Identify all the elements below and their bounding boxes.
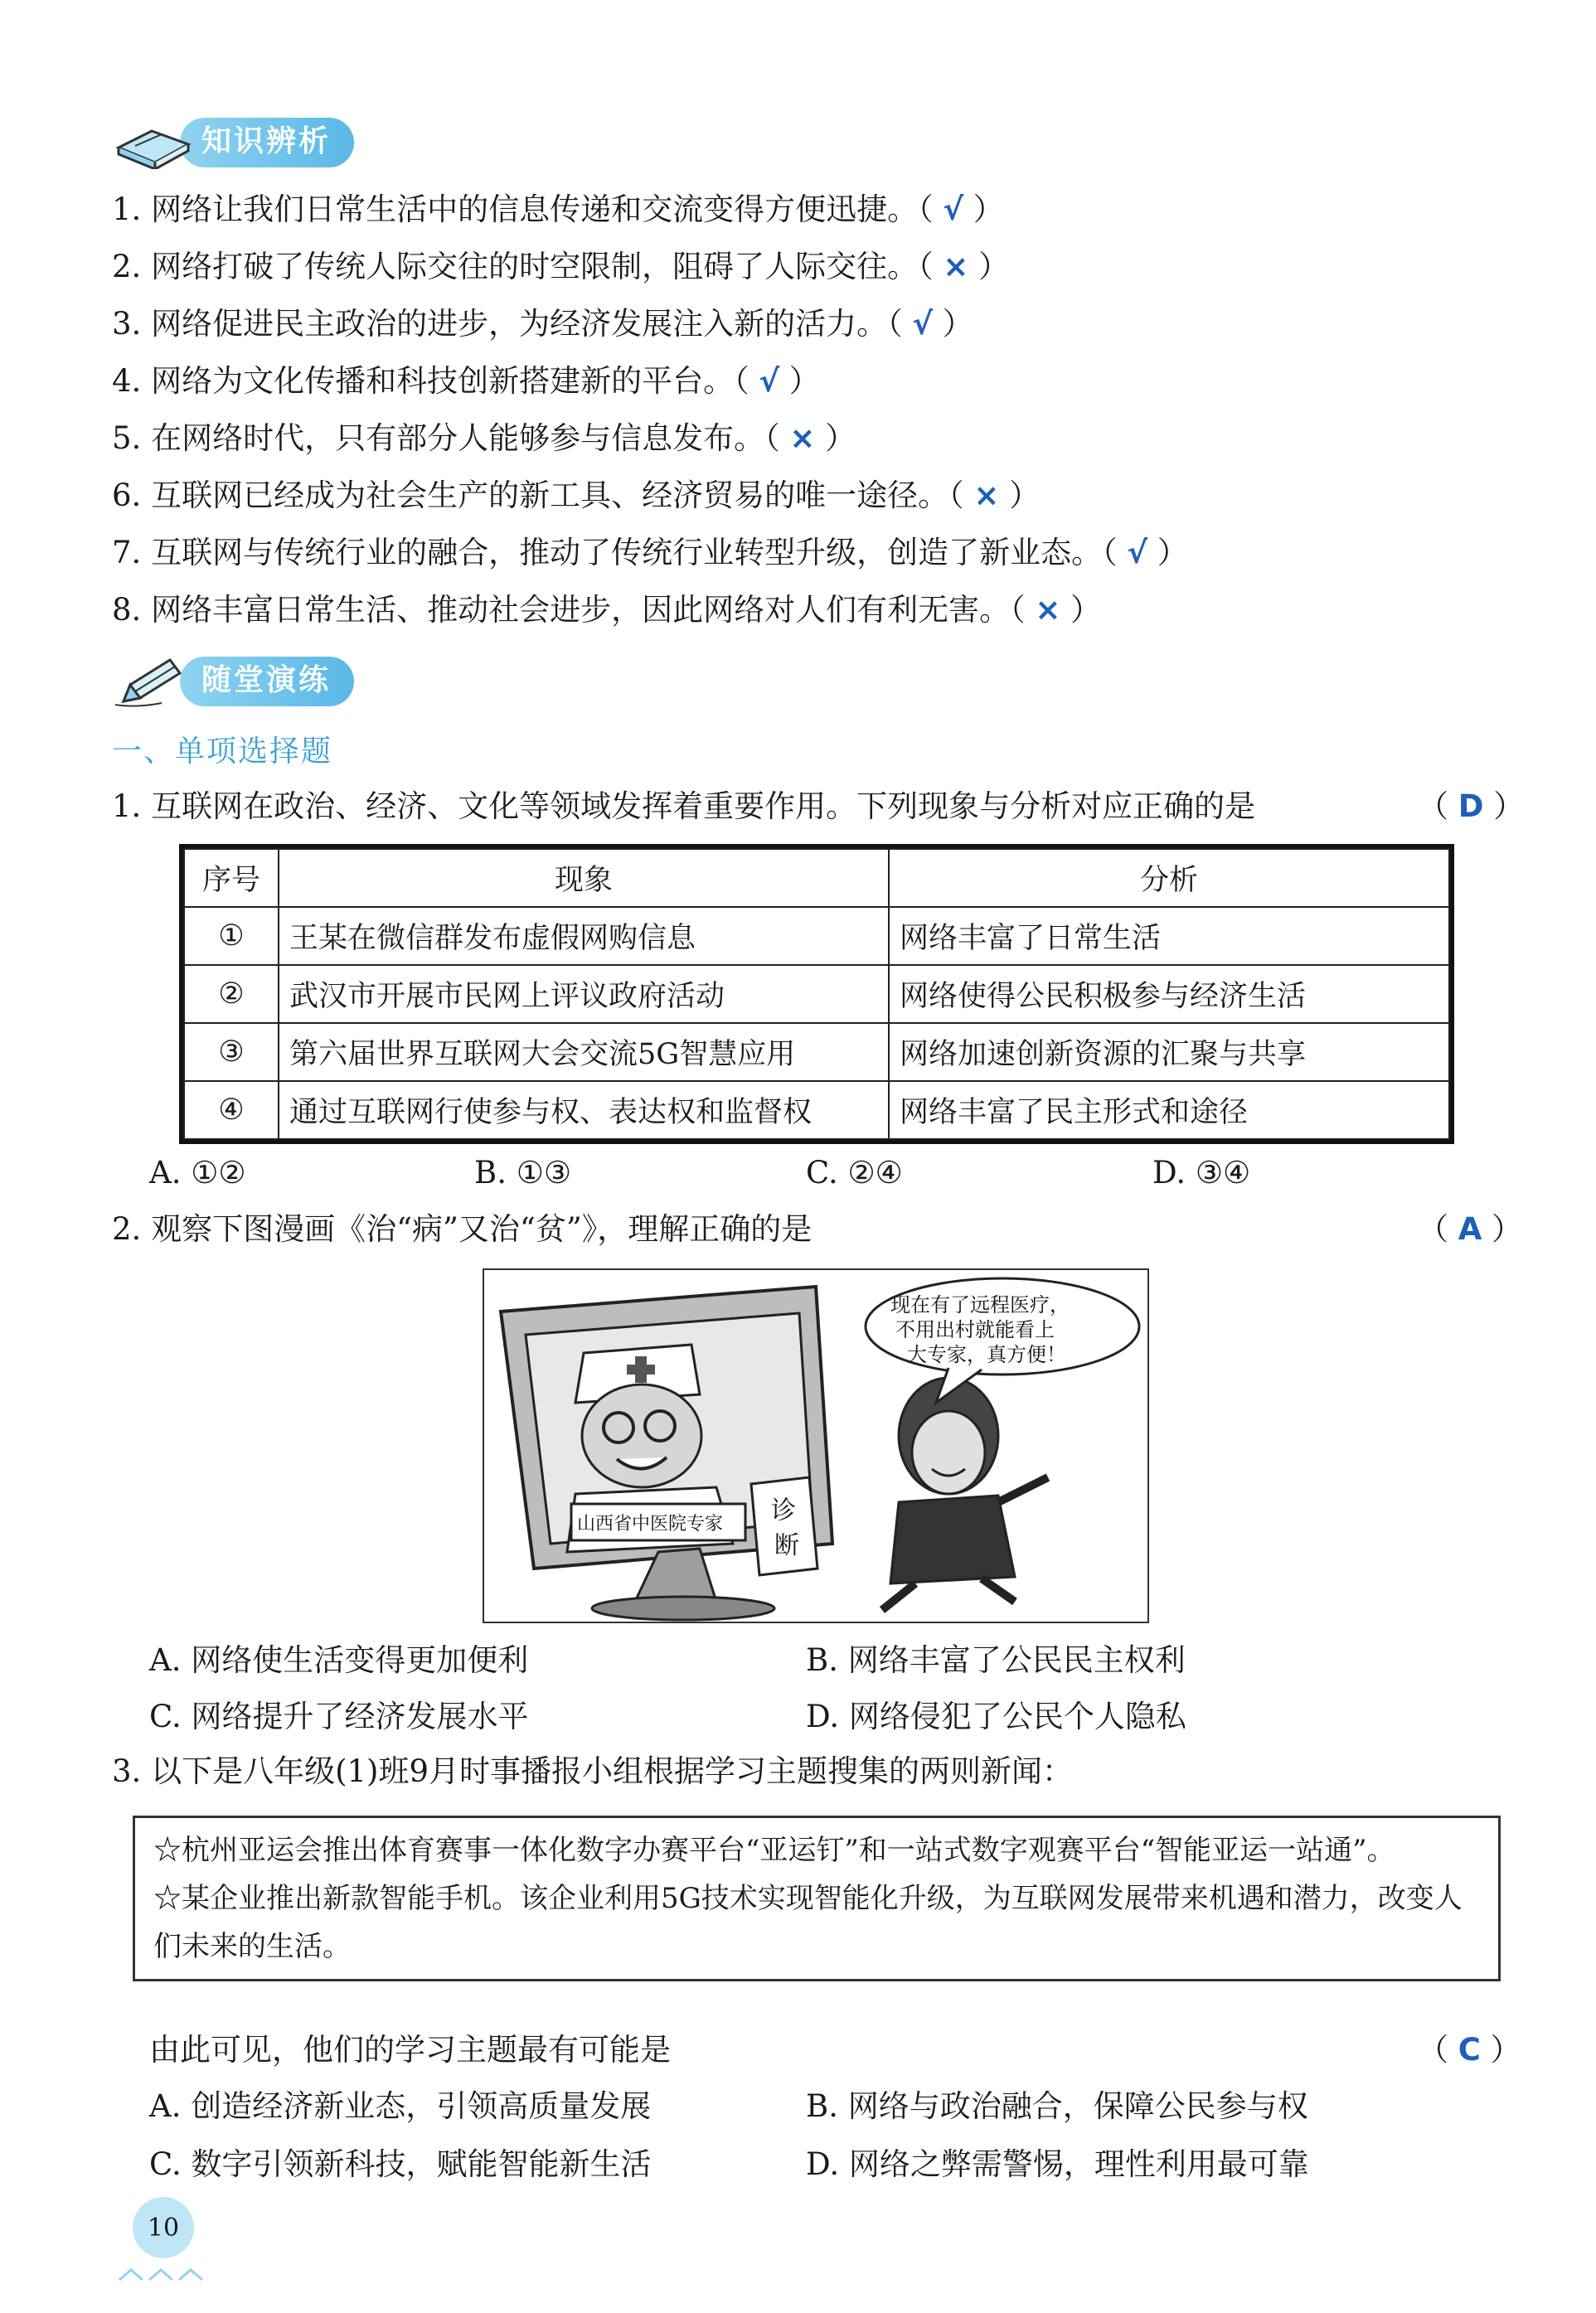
judgment-item: 5. 在网络时代，只有部分人能够参与信息发布。（ × ）: [112, 420, 856, 456]
question-2-option-b[interactable]: B. 网络丰富了公民民主权利: [806, 1642, 1186, 1678]
judgment-answer: ×: [973, 478, 1000, 513]
page-number: 10: [133, 2197, 194, 2258]
knowledge-banner-title: 知识辨析: [180, 118, 354, 167]
book-icon: [112, 116, 195, 169]
cartoon-speech-line-3: 大专家，真方便！: [907, 1343, 1066, 1366]
news-item: ☆杭州亚运会推出体育赛事一体化数字办赛平台“亚运钉”和一站式数字观赛平台“智能亚运一站通”。: [153, 1834, 1395, 1867]
table-row: ① 王某在微信群发布虚假网购信息 网络丰富了日常生活: [184, 907, 1449, 965]
judgment-item: 1. 网络让我们日常生活中的信息传递和交流变得方便迅捷。（ √ ）: [112, 192, 1004, 227]
judgment-answer: √: [759, 363, 780, 399]
question-1-option-d[interactable]: D. ③④: [1152, 1155, 1251, 1190]
question-2-option-c[interactable]: C. 网络提升了经济发展水平: [149, 1699, 529, 1734]
judgment-answer: √: [1127, 535, 1148, 570]
judgment-item: 3. 网络促进民主政治的进步，为经济发展注入新的活力。（ √ ）: [112, 306, 973, 342]
judgment-item: 8. 网络丰富日常生活、推动社会进步，因此网络对人们有利无害。（ × ）: [112, 592, 1102, 628]
question-1-stem: 1. 互联网在政治、经济、文化等领域发挥着重要作用。下列现象与分析对应正确的是: [112, 788, 1256, 824]
cartoon-sign: 山西省中医院专家: [577, 1514, 724, 1535]
question-2-option-d[interactable]: D. 网络侵犯了公民个人隐私: [806, 1699, 1186, 1734]
judgment-list: [112, 189, 1188, 647]
judgment-answer: ×: [789, 420, 816, 456]
judgment-item: 2. 网络打破了传统人际交往的时空限制，阻碍了人际交往。（ × ）: [112, 249, 1010, 284]
cartoon-speech-line-1: 现在有了远程医疗，: [890, 1293, 1070, 1317]
table-row: ④ 通过互联网行使参与权、表达权和监督权 网络丰富了民主形式和途径: [184, 1081, 1449, 1139]
question-3-option-d[interactable]: D. 网络之弊需警惕，理性利用最可靠: [806, 2146, 1309, 2182]
judgment-item: 7. 互联网与传统行业的融合，推动了传统行业转型升级，创造了新业态。（ √ ）: [112, 535, 1188, 570]
judgment-item: 4. 网络为文化传播和科技创新搭建新的平台。（ √ ）: [112, 363, 820, 399]
section-title: 一、单项选择题: [112, 735, 333, 769]
judgment-answer: ×: [943, 249, 969, 284]
wave-decoration-icon: [116, 2262, 216, 2286]
table-row: ② 武汉市开展市民网上评议政府活动 网络使得公民积极参与经济生活: [184, 965, 1449, 1023]
cartoon-paper-char-2: 断: [774, 1531, 799, 1560]
question-3-option-a[interactable]: A. 创造经济新业态，引领高质量发展: [149, 2088, 652, 2124]
question-1-option-a[interactable]: A. ①②: [149, 1155, 246, 1190]
question-1-answer: （ D ）: [1418, 788, 1525, 824]
question-1-option-c[interactable]: C. ②④: [806, 1155, 903, 1190]
judgment-answer: ×: [1035, 592, 1061, 628]
pencil-icon: [112, 655, 192, 708]
question-3-followup: 由此可见，他们的学习主题最有可能是: [149, 2032, 671, 2068]
practice-banner: [112, 655, 354, 708]
table-row: ③ 第六届世界互联网大会交流5G智慧应用 网络加速创新资源的汇聚与共享: [184, 1023, 1449, 1081]
judgment-item: 6. 互联网已经成为社会生产的新工具、经济贸易的唯一途径。（ × ）: [112, 478, 1041, 513]
knowledge-banner: [112, 116, 354, 169]
judgment-answer: √: [943, 192, 964, 227]
judgment-answer: √: [912, 306, 934, 342]
cartoon-image: [483, 1268, 1149, 1623]
question-2-option-a[interactable]: A. 网络使生活变得更加便利: [149, 1642, 529, 1678]
table-header-row: 序号 现象 分析: [184, 849, 1449, 907]
news-item: ☆某企业推出新款智能手机。该企业利用5G技术实现智能化升级，为互联网发展带来机遇和潜力，改变人们未来的生活。: [153, 1882, 1463, 1963]
question-3-stem: 3. 以下是八年级(1)班9月时事播报小组根据学习主题搜集的两则新闻：: [112, 1753, 1074, 1789]
cartoon-speech-line-2: 不用出村就能看上: [895, 1318, 1055, 1341]
question-1-table: [179, 844, 1454, 1144]
question-2-answer: （ A ）: [1418, 1211, 1523, 1247]
question-2-stem: 2. 观察下图漫画《治“病”又治“贫”》，理解正确的是: [112, 1211, 813, 1247]
question-3-answer: （ C ）: [1418, 2032, 1521, 2068]
question-1-option-b[interactable]: B. ①③: [474, 1155, 572, 1190]
news-box: [133, 1816, 1501, 1981]
practice-banner-title: 随堂演练: [180, 657, 354, 706]
cartoon-paper-char-1: 诊: [771, 1496, 796, 1525]
cartoon-drawing: [484, 1270, 1147, 1622]
question-3-option-b[interactable]: B. 网络与政治融合，保障公民参与权: [806, 2088, 1308, 2124]
question-3-option-c[interactable]: C. 数字引领新科技，赋能智能新生活: [149, 2146, 652, 2182]
